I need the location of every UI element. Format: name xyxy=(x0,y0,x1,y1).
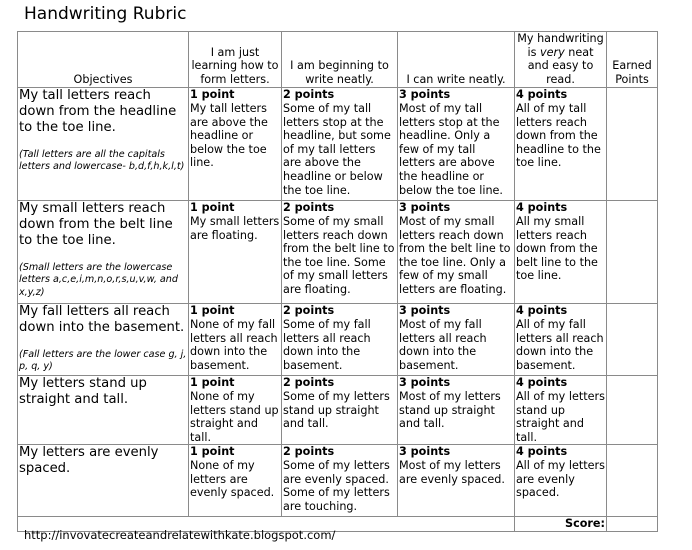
level-description: All of my letters are evenly spaced. xyxy=(516,458,605,500)
level-description: Most of my letters stand up straight and tall. xyxy=(399,389,501,431)
earned-points-cell[interactable] xyxy=(607,304,658,376)
points-label: 3 points xyxy=(399,88,451,102)
points-label: 2 points xyxy=(283,445,335,459)
earned-points-cell[interactable] xyxy=(607,88,658,201)
earned-points-cell[interactable] xyxy=(607,201,658,304)
level-3-cell xyxy=(398,304,515,376)
points-label: 3 points xyxy=(399,376,451,390)
score-value xyxy=(607,517,658,532)
level-4-cell xyxy=(515,376,607,445)
objective-cell xyxy=(18,201,189,304)
level-description: All of my tall letters reach down from the headline to the toe line. xyxy=(516,101,601,170)
objective-text: My small letters reach down from the belt line to the toe line. xyxy=(19,201,173,248)
level-description: Most of my small letters reach down from the belt line to the toe line. Only a few of my small letters are floating. xyxy=(399,214,511,296)
rubric-row xyxy=(18,376,658,445)
level-3-cell xyxy=(398,445,515,517)
level-4-cell xyxy=(515,304,607,376)
level-2-cell xyxy=(282,376,398,445)
points-label: 4 points xyxy=(516,445,568,459)
points-label: 4 points xyxy=(516,201,568,215)
points-label: 3 points xyxy=(399,304,451,318)
rubric-table xyxy=(17,31,658,532)
level-description: My small letters are floating. xyxy=(190,214,280,242)
level-3-cell xyxy=(398,376,515,445)
level-1-cell xyxy=(189,445,282,517)
level-1-cell xyxy=(189,88,282,201)
header-level-4: My handwriting is very neat and easy to read. xyxy=(515,32,607,88)
level-2-cell xyxy=(282,304,398,376)
level-description: Some of my letters are evenly spaced. Some of my letters are touching. xyxy=(283,458,390,513)
points-label: 4 points xyxy=(516,304,568,318)
rubric-row xyxy=(18,201,658,304)
level-description: Most of my letters are evenly spaced. xyxy=(399,458,505,486)
objective-cell xyxy=(18,88,189,201)
rubric-row xyxy=(18,445,658,517)
points-label: 2 points xyxy=(283,376,335,390)
level-description: All of my letters stand up straight and tall. xyxy=(516,389,605,444)
level-2-cell xyxy=(282,445,398,517)
level-1-cell xyxy=(189,201,282,304)
level-4-cell xyxy=(515,445,607,517)
level-description: None of my letters are evenly spaced. xyxy=(190,458,275,500)
header-level-2: I am beginning to write neatly. xyxy=(282,32,398,88)
level-3-cell xyxy=(398,88,515,201)
header-earned-points: Earned Points xyxy=(607,32,658,88)
rubric-row xyxy=(18,304,658,376)
points-label: 4 points xyxy=(516,88,568,102)
level-2-cell xyxy=(282,201,398,304)
level-description: None of my letters stand up straight and tall. xyxy=(190,389,279,444)
header-level-3: I can write neatly. xyxy=(398,32,515,88)
level-description: Some of my letters stand up straight and tall. xyxy=(283,389,390,431)
level-description: Some of my small letters reach down from the belt line to the toe line. Some of my small letters are floating. xyxy=(283,214,395,296)
points-label: 1 point xyxy=(190,445,235,459)
objective-cell xyxy=(18,376,189,445)
points-label: 1 point xyxy=(190,201,235,215)
level-description: All of my fall letters all reach down into the basement. xyxy=(516,317,604,372)
level-3-cell xyxy=(398,201,515,304)
level-description: Some of my fall letters all reach down into the basement. xyxy=(283,317,371,372)
objective-cell xyxy=(18,445,189,517)
earned-points-cell[interactable] xyxy=(607,445,658,517)
points-label: 2 points xyxy=(283,201,335,215)
level-2-cell xyxy=(282,88,398,201)
footer-url: http://invovatecreateandrelatewithkate.blogspot.com/ xyxy=(24,528,336,542)
level-description: All my small letters reach down from the belt line to the toe line. xyxy=(516,214,598,283)
level-description: My tall letters are above the headline or below the toe line. xyxy=(190,101,268,170)
objective-text: My tall letters reach down from the headline to the toe line. xyxy=(19,88,177,135)
level-1-cell xyxy=(189,304,282,376)
earned-points-cell[interactable] xyxy=(607,376,658,445)
points-label: 4 points xyxy=(516,376,568,390)
points-label: 2 points xyxy=(283,88,335,102)
objective-text: My letters stand up straight and tall. xyxy=(19,376,147,408)
points-label: 1 point xyxy=(190,88,235,102)
level-description: None of my fall letters all reach down into the basement. xyxy=(190,317,278,372)
header-level-1: I am just learning how to form letters. xyxy=(189,32,282,88)
level-description: Most of my tall letters stop at the headline. Only a few of my tall letters are above the headline or below the toe line. xyxy=(399,101,503,197)
level-4-cell xyxy=(515,201,607,304)
level-description: Some of my tall letters stop at the headline, but some of my tall letters are above the headline or below the toe line. xyxy=(283,101,391,197)
points-label: 1 point xyxy=(190,304,235,318)
header-row xyxy=(18,32,658,88)
rubric-row xyxy=(18,88,658,201)
page-title: Handwriting Rubric xyxy=(24,4,187,24)
points-label: 3 points xyxy=(399,445,451,459)
points-label: 2 points xyxy=(283,304,335,318)
level-1-cell xyxy=(189,376,282,445)
objective-cell xyxy=(18,304,189,376)
header-objectives: Objectives xyxy=(18,32,189,88)
objective-text: My fall letters all reach down into the basement. xyxy=(19,304,185,336)
points-label: 1 point xyxy=(190,376,235,390)
score-label: Score: xyxy=(515,517,607,532)
level-4-cell xyxy=(515,88,607,201)
objective-text: My letters are evenly spaced. xyxy=(19,445,159,477)
points-label: 3 points xyxy=(399,201,451,215)
objective-note: (Fall letters are the lower case g, j, p, q, y) xyxy=(19,348,187,373)
objective-note: (Tall letters are all the capitals letters and lowercase- b,d,f,h,k,l,t) xyxy=(19,148,185,173)
objective-note: (Small letters are the lowercase letters a,c,e,i,m,n,o,r,s,u,v,w, and x,y,z) xyxy=(19,261,178,298)
level-description: Most of my fall letters all reach down into the basement. xyxy=(399,317,487,372)
